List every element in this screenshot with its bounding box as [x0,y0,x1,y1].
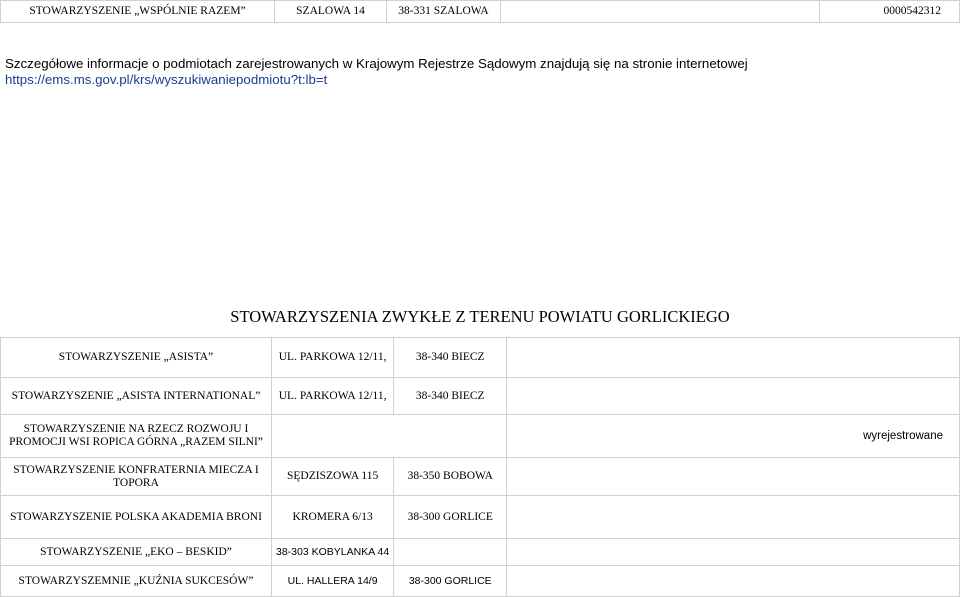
empty-cell [507,566,960,597]
table-row [1,378,960,415]
org-name: STOWARZYSZEMNIE „KUŹNIA SUKCESÓW” [1,566,272,597]
empty-cell [507,539,960,566]
top-table [0,0,960,23]
status-label: wyrejestrowane [507,415,960,458]
table-row [1,415,960,458]
org-city: 38-300 GORLICE [394,566,507,597]
empty-cell [507,496,960,539]
org-street: UL. PARKOWA 12/11, [272,378,394,415]
table-row [1,1,960,23]
info-paragraph [5,56,748,88]
org-name: STOWARZYSZENIE POLSKA AKADEMIA BRONI [1,496,272,539]
empty-cell [507,378,960,415]
org-street: KROMERA 6/13 [272,496,394,539]
page-title: STOWARZYSZENIA ZWYKŁE Z TERENU POWIATU GORLICKIEGO [230,307,730,326]
info-text: Szczegółowe informacje o podmiotach zarejestrowanych w Krajowym Rejestrze Sądowym znajdują się na stronie internetowej [5,56,748,71]
org-street: UL. PARKOWA 12/11, [272,338,394,378]
associations-table [0,337,960,597]
empty-cell [507,458,960,496]
org-name: STOWARZYSZENIE NA RZECZ ROZWOJU I PROMOCJI WSI ROPICA GÓRNA „RAZEM SILNI” [1,415,272,458]
table-row [1,539,960,566]
empty-cell [501,1,820,23]
table-row [1,496,960,539]
org-street: SZALOWA 14 [275,1,387,23]
org-name: STOWARZYSZENIE „ASISTA INTERNATIONAL” [1,378,272,415]
org-street: UL. HALLERA 14/9 [272,566,394,597]
org-name: STOWARZYSZENIE „ASISTA” [1,338,272,378]
org-name: STOWARZYSZENIE „WSPÓLNIE RAZEM” [1,1,275,23]
org-address: 38-303 KOBYLANKA 44 [272,539,394,566]
empty-cell [272,415,507,458]
org-city: 38-340 BIECZ [394,338,507,378]
org-city: 38-340 BIECZ [394,378,507,415]
empty-cell [394,539,507,566]
org-krs: 0000542312 [820,1,960,23]
org-city: 38-331 SZALOWA [387,1,501,23]
table-row [1,458,960,496]
org-name: STOWARZYSZENIE KONFRATERNIA MIECZA I TOPORA [1,458,272,496]
table-row [1,338,960,378]
org-city: 38-350 BOBOWA [394,458,507,496]
org-street: SĘDZISZOWA 115 [272,458,394,496]
empty-cell [507,338,960,378]
table-row [1,566,960,597]
org-city: 38-300 GORLICE [394,496,507,539]
krs-link[interactable]: https://ems.ms.gov.pl/krs/wyszukiwaniepodmiotu?t:lb=t [5,72,328,87]
org-name: STOWARZYSZENIE „EKO – BESKID” [1,539,272,566]
